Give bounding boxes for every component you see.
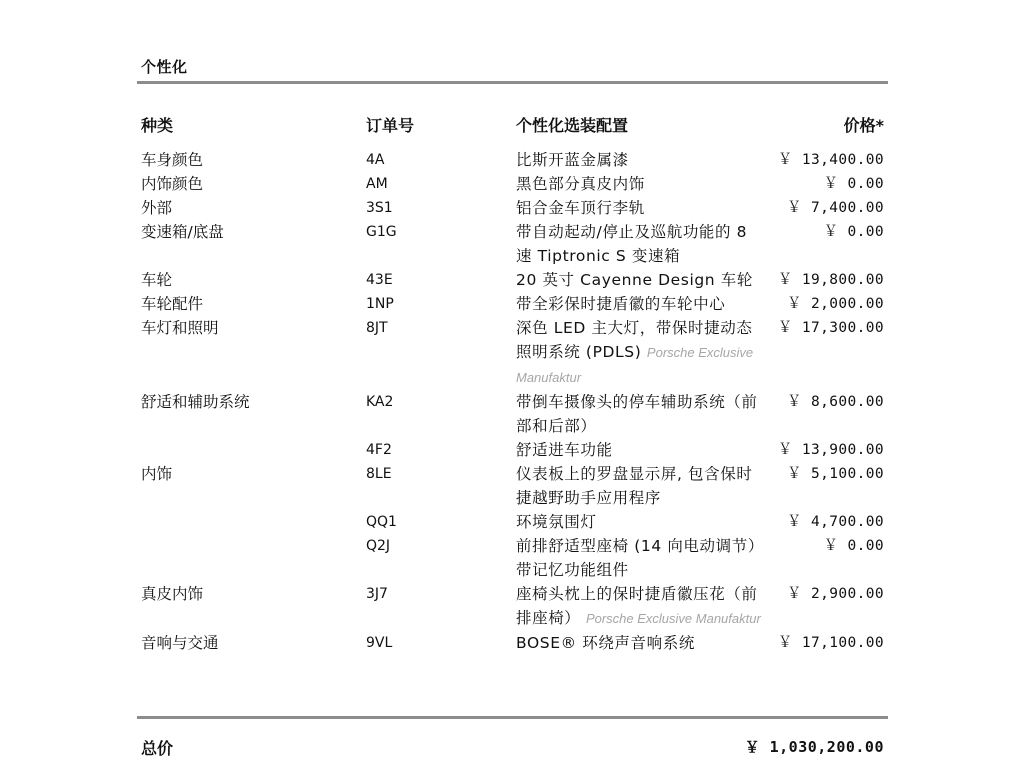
row-price: ￥ 2,900.00 [786, 586, 884, 602]
row-price: ￥ 17,300.00 [777, 320, 884, 336]
row-code: 3J7 [366, 586, 388, 602]
row-category: 外部 [141, 199, 173, 217]
row-category: 车灯和照明 [141, 319, 219, 337]
row-price: ￥ 19,800.00 [777, 272, 884, 288]
row-price: ￥ 2,000.00 [786, 296, 884, 312]
table-row [0, 196, 1024, 220]
table-row [0, 510, 1024, 534]
row-category: 内饰颜色 [141, 175, 204, 193]
table-row [0, 582, 1024, 631]
table-row [0, 390, 1024, 438]
row-option-text: 仪表板上的罗盘显示屏, 包含保时捷越野助手应用程序 [516, 465, 753, 507]
row-option [516, 268, 768, 292]
row-option-text: 铝合金车顶行李轨 [516, 199, 645, 217]
table-row [0, 438, 1024, 462]
table-row [0, 316, 1024, 390]
table-row [0, 220, 1024, 268]
options-table [0, 148, 1024, 655]
row-code: 9VL [366, 635, 393, 651]
row-code: 1NP [366, 296, 394, 312]
row-price: ￥ 17,100.00 [777, 635, 884, 651]
row-category: 内饰 [141, 465, 173, 483]
row-option-text: 座椅头枕上的保时捷盾徽压花（前排座椅） [516, 585, 758, 627]
row-option [516, 292, 768, 316]
header-code: 订单号 [366, 116, 415, 135]
row-option-text: 带全彩保时捷盾徽的车轮中心 [516, 295, 726, 313]
row-option [516, 390, 768, 438]
row-category: 变速箱/底盘 [141, 223, 224, 241]
row-price: ￥ 8,600.00 [786, 394, 884, 410]
table-row [0, 631, 1024, 655]
row-option [516, 631, 768, 655]
row-option-text: 黑色部分真皮内饰 [516, 175, 645, 193]
table-row [0, 462, 1024, 510]
row-option-text: 深色 LED 主大灯，带保时捷动态照明系统 (PDLS) [516, 319, 753, 361]
row-option [516, 148, 768, 172]
table-row [0, 148, 1024, 172]
header-option: 个性化选装配置 [516, 116, 629, 135]
bottom-divider [137, 716, 888, 719]
row-option [516, 316, 768, 390]
row-price: ￥ 7,400.00 [786, 200, 884, 216]
row-category: 真皮内饰 [141, 585, 204, 603]
row-code: 8JT [366, 320, 388, 336]
row-option [516, 582, 768, 631]
row-category: 车身颜色 [141, 151, 204, 169]
row-option-text: 20 英寸 Cayenne Design 车轮 [516, 271, 753, 289]
row-price: ￥ 4,700.00 [786, 514, 884, 530]
row-option [516, 438, 768, 462]
row-code: QQ1 [366, 514, 397, 530]
total-label: 总价 [141, 739, 174, 758]
row-code: 43E [366, 272, 393, 288]
row-category: 车轮配件 [141, 295, 204, 313]
row-option-text: 环境氛围灯 [516, 513, 597, 531]
row-option-text: 比斯开蓝金属漆 [516, 151, 629, 169]
row-code: 4F2 [366, 442, 392, 458]
row-option [516, 220, 768, 268]
top-divider [137, 81, 888, 84]
row-code: AM [366, 176, 388, 192]
row-code: 8LE [366, 466, 392, 482]
section-title: 个性化 [141, 58, 188, 76]
row-option [516, 172, 768, 196]
row-code: KA2 [366, 394, 394, 410]
header-price: 价格* [843, 116, 884, 135]
row-code: G1G [366, 224, 397, 240]
row-price: ￥ 0.00 [823, 224, 884, 240]
row-code: 4A [366, 152, 385, 168]
row-option-text: 舒适进车功能 [516, 441, 613, 459]
row-option-text: 带自动起动/停止及巡航功能的 8 速 Tiptronic S 变速箱 [516, 223, 748, 265]
row-code: 3S1 [366, 200, 393, 216]
row-option [516, 462, 768, 510]
row-option-text: 前排舒适型座椅 (14 向电动调节）带记忆功能组件 [516, 537, 764, 579]
table-row [0, 172, 1024, 196]
table-row [0, 268, 1024, 292]
row-price: ￥ 0.00 [823, 538, 884, 554]
row-price: ￥ 13,900.00 [777, 442, 884, 458]
table-row [0, 292, 1024, 316]
row-price: ￥ 13,400.00 [777, 152, 884, 168]
exclusive-note: Porsche Exclusive Manufaktur [585, 611, 761, 626]
row-option [516, 534, 768, 582]
row-category: 舒适和辅助系统 [141, 393, 250, 411]
header-category: 种类 [141, 116, 174, 135]
table-row [0, 534, 1024, 582]
row-option [516, 510, 768, 534]
exclusive-note: Porsche Exclusive Manufaktur [516, 345, 754, 385]
row-category: 音响与交通 [141, 634, 219, 652]
row-option-text: BOSE® 环绕声音响系统 [516, 634, 695, 652]
row-price: ￥ 0.00 [823, 176, 884, 192]
total-value: ￥ 1,030,200.00 [744, 738, 884, 756]
row-price: ￥ 5,100.00 [786, 466, 884, 482]
row-option [516, 196, 768, 220]
row-code: Q2J [366, 538, 391, 554]
row-category: 车轮 [141, 271, 173, 289]
row-option-text: 带倒车摄像头的停车辅助系统（前部和后部） [516, 393, 758, 435]
